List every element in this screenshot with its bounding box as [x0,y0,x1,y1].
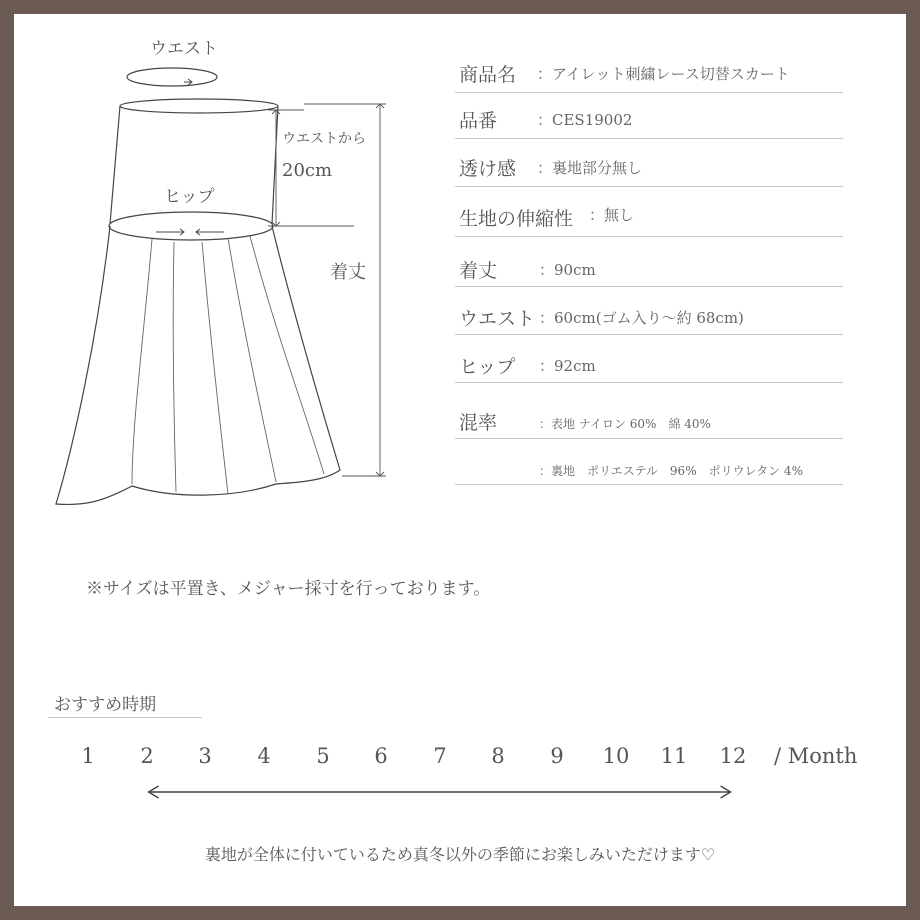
month-label: 3 [198,744,212,768]
closing-message: 裏地が全体に付いているため真冬以外の季節にお楽しみいただけます♡ [204,845,716,864]
month-label: 10 [602,744,630,768]
spec-row-name [455,54,843,93]
spec-value: ：表地 ナイロン 60% 綿 40% [539,417,711,431]
spec-value: ：裏地部分無し [537,159,643,177]
length-label: 着丈 [330,262,366,283]
spec-label: ウエスト [459,308,536,330]
spec-label: 品番 [459,110,498,132]
spec-row-sheerness [455,148,843,187]
month-label: 4 [257,744,271,768]
month-label: 11 [660,744,688,768]
spec-row-composition-lining [455,446,843,485]
month-label: 12 [719,744,747,768]
spec-value: ：90cm [539,261,596,279]
season-title: おすすめ時期 [54,695,157,715]
waist-arrow-right [184,79,192,85]
spec-label: 混率 [459,412,498,434]
hip-ellipse [109,212,273,240]
spec-label: ヒップ [459,356,516,378]
month-label: 9 [550,744,564,768]
skirt-lower-outline [56,226,340,504]
spec-row-composition-outer [455,390,843,439]
spec-value: ：裏地 ポリエステル 96% ポリウレタン 4% [539,464,803,478]
waist-measure-ellipse [127,68,217,86]
month-label: 2 [140,744,154,768]
from-waist-label: ウエストから [282,131,366,147]
spec-label: 商品名 [459,64,517,86]
waist-label: ウエスト [150,39,218,59]
hip-label: ヒップ [164,187,215,207]
spec-row-code [455,100,843,139]
month-unit: / Month [774,744,858,768]
season-title-underline [48,717,202,718]
month-label: 6 [374,744,388,768]
spec-row-length [455,246,843,287]
spec-value: ：アイレット刺繍レース切替スカート [537,65,790,83]
spec-label: 生地の伸縮性 [459,208,574,230]
month-label: 5 [316,744,330,768]
spec-value: ：無し [589,206,635,224]
month-label: 8 [491,744,505,768]
spec-value: ：92cm [539,357,596,375]
spec-label: 着丈 [459,260,498,282]
spec-value: ：60cm(ゴム入り〜約 68cm) [539,309,744,327]
spec-value: ：CES19002 [537,111,633,129]
month-label: 1 [81,744,95,768]
skirt-panel-seams [132,236,324,494]
spec-row-waist [455,294,843,335]
measurement-note: ※サイズは平置き、メジャー採寸を行っております。 [86,579,491,599]
waistband-top [120,99,278,113]
hip-arrows [156,229,224,235]
from-waist-value: 20cm [282,160,333,181]
spec-row-stretch [455,196,843,237]
spec-row-hip [455,342,843,383]
spec-label: 透け感 [459,158,517,180]
page-frame [14,14,906,906]
month-label: 7 [433,744,447,768]
